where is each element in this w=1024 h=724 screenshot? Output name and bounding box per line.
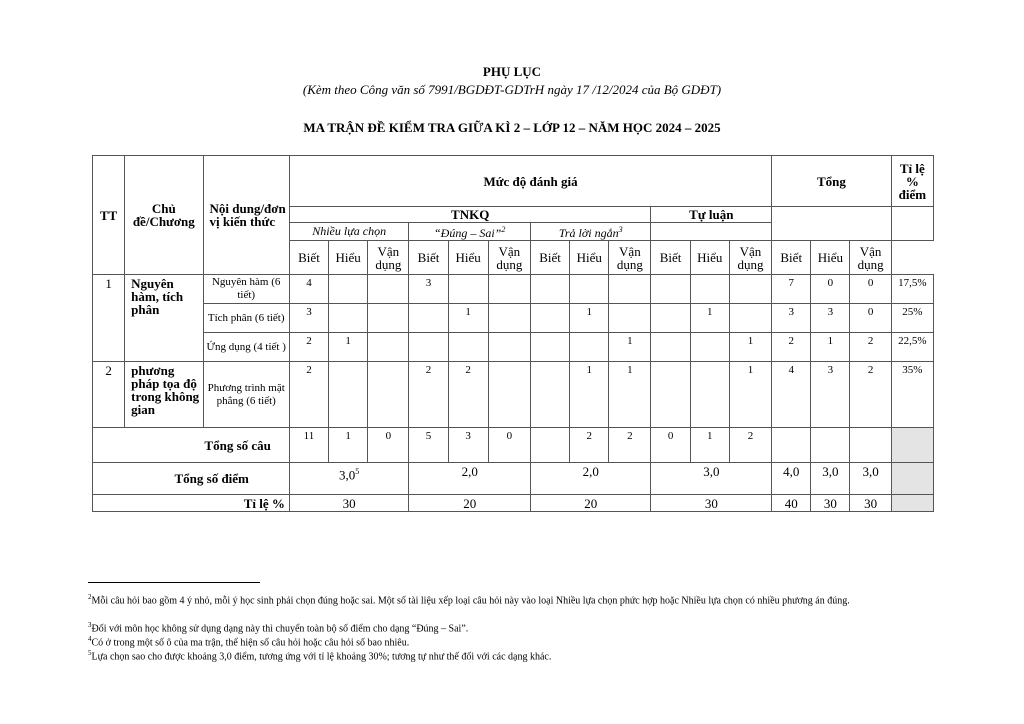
matrix-cell [448,333,488,362]
matrix-cell: 3 [811,304,850,333]
ratio-tf: 20 [409,495,531,512]
ratio-label: Tỉ lệ % [93,495,290,512]
matrix-cell: 0 [850,304,891,333]
short-answer-label: Trả lời ngắn [558,226,619,240]
matrix-cell [329,304,368,333]
sum-questions-cell: 2 [609,428,651,463]
matrix-cell: 1 [448,304,488,333]
matrix-cell: 1 [329,333,368,362]
footnote-ref-5: 5 [355,467,360,476]
footnote-text: Đối với môn học không sử dụng dạng này thì chuyển toàn bộ số điểm cho dạng “Đúng – Sai”. [91,623,469,635]
header-chapter: Chủ đề/Chương [125,156,203,275]
matrix-cell [368,275,409,304]
header-ratio-blank [891,207,933,241]
header-essay: Tự luận [651,207,772,223]
header-tnkq: TNKQ [289,207,651,223]
matrix-cell: 0 [811,275,850,304]
chapter-name: Nguyên hàm, tích phân [125,275,203,362]
sum-questions-cell: 0 [368,428,409,463]
level-apply: Vận dụng [850,241,891,275]
matrix-cell: 3 [811,362,850,428]
true-false-label: “Đúng – Sai” [434,226,502,240]
matrix-cell [570,333,609,362]
sum-questions-empty [811,428,850,463]
matrix-cell: 7 [772,275,811,304]
ratio-row [93,495,934,512]
header-true-false [409,223,531,241]
footnote [88,647,933,663]
sum-points-essay: 3,0 [651,463,772,495]
matrix-cell: 2 [850,333,891,362]
matrix-cell: 2 [448,362,488,428]
matrix-cell [488,362,530,428]
ratio-apply: 30 [850,495,891,512]
matrix-cell [488,275,530,304]
level-know: Biết [772,241,811,275]
table-row [93,333,934,362]
matrix-cell [530,333,569,362]
matrix-cell [570,275,609,304]
footnote-ref-3: 3 [618,225,623,234]
matrix-cell [329,275,368,304]
content-unit: Nguyên hàm (6 tiết) [203,275,289,304]
assessment-matrix-table [92,155,934,512]
matrix-cell: 1 [729,333,771,362]
level-understand: Hiểu [570,241,609,275]
matrix-cell: 17,5% [891,275,933,304]
header-content: Nội dung/đơn vị kiến thức [203,156,289,275]
level-understand: Hiểu [448,241,488,275]
ratio-understand: 30 [811,495,850,512]
matrix-cell: 25% [891,304,933,333]
sum-points-row [93,463,934,495]
header-total-blank [772,207,892,241]
matrix-cell [409,304,448,333]
content-unit: Tích phân (6 tiết) [203,304,289,333]
matrix-cell: 3 [772,304,811,333]
sum-points-apply: 3,0 [850,463,891,495]
header-short-answer [530,223,651,241]
matrix-cell: 1 [570,362,609,428]
sum-questions-cell: 11 [289,428,328,463]
footnote-text: Có ở trong một số ô của ma trận, thể hiện số câu hỏi hoặc câu hỏi số bao nhiêu. [91,637,410,649]
footnote-number: 4 [88,635,92,643]
matrix-cell: 4 [772,362,811,428]
sum-points-label: Tổng số điểm [93,463,290,495]
level-apply: Vận dụng [488,241,530,275]
row-number: 2 [93,362,125,428]
matrix-cell [530,275,569,304]
footnote-separator [88,582,260,583]
header-multiple-choice: Nhiều lựa chọn [289,223,409,241]
footnote-ref-2: 2 [501,225,506,234]
matrix-cell [488,333,530,362]
matrix-title: MA TRẬN ĐỀ KIỂM TRA GIỮA KÌ 2 – LỚP 12 – NĂM HỌC 2024 – 2025 [303,120,721,135]
ratio-know: 40 [772,495,811,512]
appendix-heading: PHỤ LỤC [482,64,542,79]
sum-questions-cell: 3 [448,428,488,463]
sum-points-tf: 2,0 [409,463,531,495]
matrix-cell [488,304,530,333]
matrix-cell: 4 [289,275,328,304]
matrix-cell: 2 [289,362,328,428]
level-know: Biết [409,241,448,275]
level-know: Biết [289,241,328,275]
matrix-cell: 2 [850,362,891,428]
level-know: Biết [530,241,569,275]
footnote-text: Mỗi câu hỏi bao gồm 4 ý nhỏ, mỗi ý học sinh phải chọn đúng hoặc sai. Một số tài liệu xếp loại câu hỏi này vào loại Nhiều lựa chọn phức hợp hoặc Nhiều lựa chọn có nhiều phương án đúng. [91,595,850,607]
matrix-cell [530,362,569,428]
level-apply: Vận dụng [729,241,771,275]
appendix-subtitle: (Kèm theo Công văn số 7991/BGDĐT-GDTrH ngày 17 /12/2024 của Bộ GDĐT) [302,82,722,97]
sum-questions-row [93,428,934,463]
header-ratio: Tỉ lệ % điểm [891,156,933,207]
matrix-cell: 1 [609,333,651,362]
matrix-cell: 1 [609,362,651,428]
matrix-cell [368,304,409,333]
level-apply: Vận dụng [609,241,651,275]
table-row [93,304,934,333]
footnote [88,591,933,607]
sum-questions-cell: 0 [488,428,530,463]
level-understand: Hiểu [329,241,368,275]
matrix-cell [651,333,690,362]
sum-questions-cell: 0 [651,428,690,463]
ratio-short: 20 [530,495,651,512]
footnote-text: Lựa chọn sao cho được khoảng 3,0 điểm, tương ứng với tỉ lệ khoảng 30%; tương tự như thế đối với các dạng khác. [91,651,552,663]
sum-points-understand: 3,0 [811,463,850,495]
sum-questions-label: Tổng số câu [93,428,290,463]
matrix-cell [729,275,771,304]
content-unit: Ứng dụng (4 tiết ) [203,333,289,362]
matrix-cell [530,304,569,333]
matrix-cell: 2 [289,333,328,362]
sum-points-know: 4,0 [772,463,811,495]
matrix-cell [409,333,448,362]
matrix-cell [609,304,651,333]
ratio-shaded [891,495,933,512]
matrix-cell [368,333,409,362]
sum-questions-cell: 2 [570,428,609,463]
sum-points-shaded [891,463,933,495]
matrix-cell [651,304,690,333]
footnote-number: 2 [88,593,92,601]
matrix-cell: 3 [409,275,448,304]
matrix-cell [448,275,488,304]
level-understand: Hiểu [811,241,850,275]
matrix-cell [690,362,729,428]
table-row [93,362,934,428]
matrix-cell: 0 [850,275,891,304]
matrix-cell [690,275,729,304]
matrix-cell: 1 [570,304,609,333]
level-know: Biết [651,241,690,275]
chapter-name: phương pháp tọa độ trong không gian [125,362,203,428]
matrix-cell: 1 [729,362,771,428]
sum-points-mc-value: 3,0 [339,467,356,483]
sum-questions-empty [772,428,811,463]
matrix-cell: 2 [772,333,811,362]
header-total: Tổng [772,156,892,207]
matrix-cell [651,362,690,428]
sum-points-short: 2,0 [530,463,651,495]
matrix-cell: 35% [891,362,933,428]
level-apply: Vận dụng [368,241,409,275]
sum-questions-cell: 1 [329,428,368,463]
sum-questions-shaded [891,428,933,463]
row-number: 1 [93,275,125,362]
matrix-cell [368,362,409,428]
matrix-cell [329,362,368,428]
matrix-cell [651,275,690,304]
content-unit: Phương trình mặt phẳng (6 tiết) [203,362,289,428]
sum-points-mc [289,463,409,495]
sum-questions-cell [530,428,569,463]
matrix-cell [690,333,729,362]
table-row [93,275,934,304]
header-row-1 [93,156,934,207]
ratio-mc: 30 [289,495,409,512]
matrix-cell [609,275,651,304]
footnote-number: 5 [88,649,92,657]
sum-questions-cell: 1 [690,428,729,463]
level-understand: Hiểu [690,241,729,275]
footnote-number: 3 [88,621,92,629]
matrix-cell: 22,5% [891,333,933,362]
matrix-cell: 3 [289,304,328,333]
matrix-cell: 1 [811,333,850,362]
ratio-essay: 30 [651,495,772,512]
sum-questions-cell: 5 [409,428,448,463]
header-tt: TT [93,156,125,275]
sum-questions-cell: 2 [729,428,771,463]
matrix-cell [729,304,771,333]
matrix-cell: 2 [409,362,448,428]
sum-questions-empty [850,428,891,463]
matrix-cell: 1 [690,304,729,333]
header-essay-blank [651,223,772,241]
header-assessment-level: Mức độ đánh giá [289,156,771,207]
